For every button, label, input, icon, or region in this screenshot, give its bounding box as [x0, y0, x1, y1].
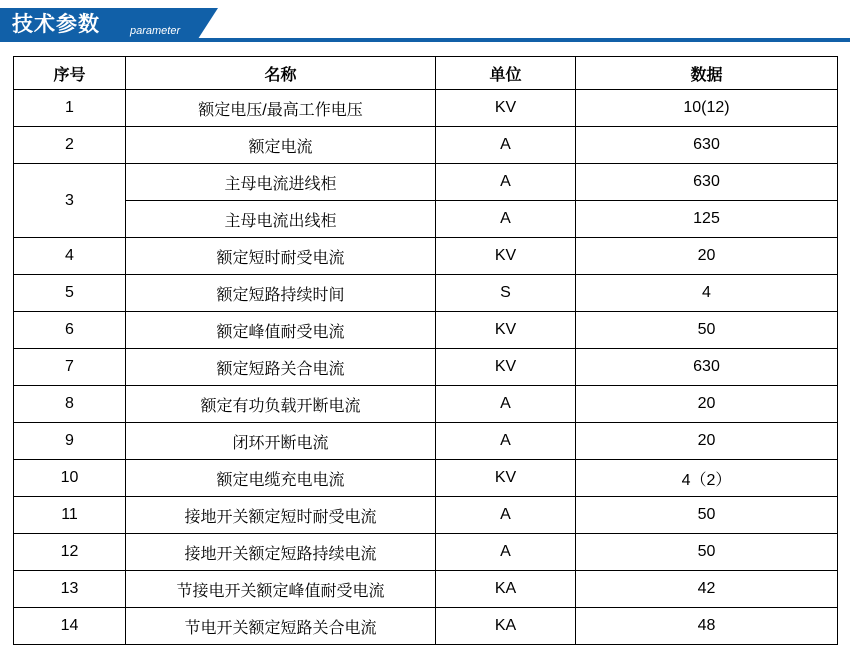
- header-banner-slant: [196, 8, 218, 42]
- cell-value: 4: [576, 275, 838, 312]
- parameters-table: [13, 56, 838, 645]
- cell-value: 42: [576, 571, 838, 608]
- cell-no: 8: [14, 386, 126, 423]
- cell-unit: KV: [436, 312, 576, 349]
- table-row: [14, 423, 838, 460]
- cell-no: 2: [14, 127, 126, 164]
- cell-no: 9: [14, 423, 126, 460]
- cell-name: 节接电开关额定峰值耐受电流: [126, 571, 436, 608]
- cell-name: 接地开关额定短时耐受电流: [126, 497, 436, 534]
- cell-value: 20: [576, 423, 838, 460]
- column-header-name: 名称: [126, 57, 436, 90]
- cell-unit: KV: [436, 460, 576, 497]
- cell-value: 125: [576, 201, 838, 238]
- table-body: [14, 90, 838, 645]
- table-row: [14, 460, 838, 497]
- table-row: [14, 312, 838, 349]
- cell-unit: KV: [436, 349, 576, 386]
- table-row: [14, 275, 838, 312]
- cell-value: 48: [576, 608, 838, 645]
- cell-name: 额定短路关合电流: [126, 349, 436, 386]
- cell-no: 10: [14, 460, 126, 497]
- cell-name: 额定短时耐受电流: [126, 238, 436, 275]
- cell-unit: KV: [436, 238, 576, 275]
- table-row: [14, 349, 838, 386]
- cell-no: 13: [14, 571, 126, 608]
- table-row: [14, 164, 838, 201]
- cell-value: 50: [576, 534, 838, 571]
- cell-value: 50: [576, 497, 838, 534]
- cell-value: 50: [576, 312, 838, 349]
- table-row: [14, 386, 838, 423]
- cell-name: 闭环开断电流: [126, 423, 436, 460]
- table-row: [14, 497, 838, 534]
- table-row: [14, 534, 838, 571]
- column-header-no: 序号: [14, 57, 126, 90]
- table-row: [14, 571, 838, 608]
- cell-unit: A: [436, 423, 576, 460]
- cell-name: 额定电缆充电电流: [126, 460, 436, 497]
- cell-no: 7: [14, 349, 126, 386]
- cell-name: 接地开关额定短路持续电流: [126, 534, 436, 571]
- cell-unit: KV: [436, 90, 576, 127]
- cell-value: 20: [576, 386, 838, 423]
- table-row: [14, 127, 838, 164]
- cell-no: 1: [14, 90, 126, 127]
- cell-value: 630: [576, 349, 838, 386]
- cell-value: 10(12): [576, 90, 838, 127]
- cell-name: 主母电流进线柜: [126, 164, 436, 201]
- cell-unit: A: [436, 201, 576, 238]
- cell-unit: KA: [436, 608, 576, 645]
- column-header-unit: 单位: [436, 57, 576, 90]
- cell-name: 主母电流出线柜: [126, 201, 436, 238]
- cell-no: 5: [14, 275, 126, 312]
- table-row: [14, 238, 838, 275]
- cell-name: 节电开关额定短路关合电流: [126, 608, 436, 645]
- cell-no: 4: [14, 238, 126, 275]
- cell-no: 12: [14, 534, 126, 571]
- cell-no: 6: [14, 312, 126, 349]
- cell-no: 14: [14, 608, 126, 645]
- cell-unit: KA: [436, 571, 576, 608]
- cell-name: 额定峰值耐受电流: [126, 312, 436, 349]
- table-row: [14, 608, 838, 645]
- cell-unit: A: [436, 164, 576, 201]
- table-row: [14, 201, 838, 238]
- cell-name: 额定电压/最高工作电压: [126, 90, 436, 127]
- table-header-row: [14, 57, 838, 90]
- cell-unit: S: [436, 275, 576, 312]
- cell-value: 630: [576, 164, 838, 201]
- page-subtitle: parameter: [130, 25, 181, 37]
- cell-no: 11: [14, 497, 126, 534]
- parameters-table-container: [0, 48, 850, 645]
- header-underline: [180, 38, 850, 42]
- cell-name: 额定有功负载开断电流: [126, 386, 436, 423]
- cell-unit: A: [436, 534, 576, 571]
- page-header: [0, 0, 850, 48]
- cell-no: 3: [14, 164, 126, 238]
- cell-unit: A: [436, 497, 576, 534]
- cell-value: 630: [576, 127, 838, 164]
- cell-name: 额定电流: [126, 127, 436, 164]
- page-title: 技术参数: [12, 13, 100, 36]
- table-header: [14, 57, 838, 90]
- cell-unit: A: [436, 386, 576, 423]
- cell-value: 4（2）: [576, 460, 838, 497]
- column-header-data: 数据: [576, 57, 838, 90]
- table-row: [14, 90, 838, 127]
- cell-unit: A: [436, 127, 576, 164]
- cell-name: 额定短路持续时间: [126, 275, 436, 312]
- cell-value: 20: [576, 238, 838, 275]
